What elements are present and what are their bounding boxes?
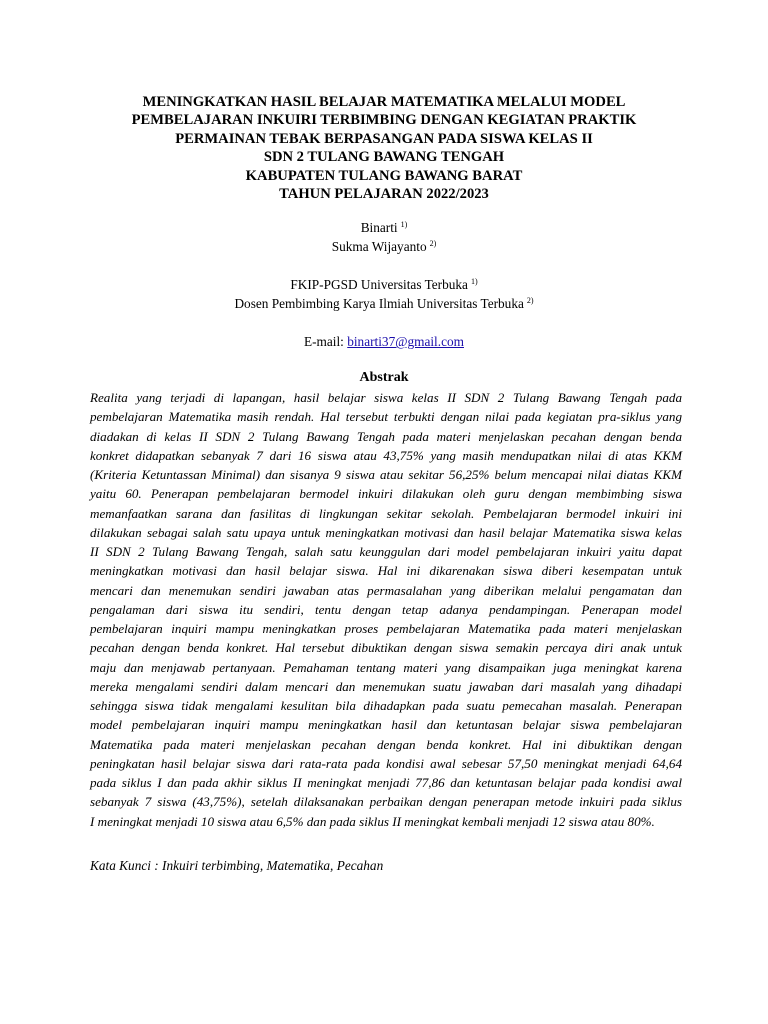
title-line: PEMBELAJARAN INKUIRI TERBIMBING DENGAN KEGIATAN PRAKTIK xyxy=(131,112,637,129)
abstract-line: mencari dan menemukan sendiri jawaban atas permasalahan yang diberikan melalui pengamatan dan xyxy=(90,582,682,598)
abstract-line: pembelajaran Matematika masih rendah. Hal tersebut terbukti dengan nilai pada kegiatan pra-siklus yang xyxy=(90,409,682,425)
email-row xyxy=(60,332,708,351)
abstract-line: maju dan menjawab pertanyaan. Pemahaman tentang materi yang disampaikan juga meningkat karena xyxy=(90,659,682,675)
author-list xyxy=(60,218,708,256)
keywords: Kata Kunci : Inkuiri terbimbing, Matematika, Pecahan xyxy=(90,858,384,873)
title-line: MENINGKATKAN HASIL BELAJAR MATEMATIKA MELALUI MODEL xyxy=(142,94,626,110)
abstract-line: Realita yang terjadi di lapangan, hasil belajar siswa kelas II SDN 2 Tulang Bawang Tengah pada xyxy=(90,390,682,405)
abstract-line: peningkatan hasil belajar siswa dari rata-rata pada kondisi awal sebesar 57,50 meningkat menjadi 64,64 xyxy=(90,755,682,771)
affiliation-superscript: 2) xyxy=(526,296,534,305)
affiliation xyxy=(60,294,708,313)
affiliation-text: FKIP-PGSD Universitas Terbuka xyxy=(290,277,468,292)
paper-title xyxy=(60,93,708,203)
title-line: SDN 2 TULANG BAWANG TENGAH xyxy=(263,149,505,166)
email-link[interactable]: binarti37@gmail.com xyxy=(347,334,464,349)
affiliation-list xyxy=(60,275,708,313)
author xyxy=(60,237,708,256)
abstract-line: (Kriteria Ketuntassan Minimal) dan sisanya 9 siswa atau sekitar 56,25% belum mencapai nilai diatas KKM xyxy=(90,467,682,482)
author xyxy=(60,218,708,237)
affiliation-text: Dosen Pembimbing Karya Ilmiah Universitas Terbuka xyxy=(234,296,524,311)
author-name: Sukma Wijayanto xyxy=(331,239,427,254)
abstract-line: pecahan dengan benda konkret. Hal tersebut dibuktikan dengan siswa semakin percaya diri anak untuk xyxy=(90,640,682,656)
abstract-line: sebanyak 7 siswa (43,75%), setelah dilaksanakan perbaikan dengan penerapan metode inkuiri pada siklus xyxy=(90,794,682,810)
author-superscript: 1) xyxy=(400,220,408,229)
abstract-line: diadakan di kelas II SDN 2 Tulang Bawang Tengah pada materi menjelaskan pecahan dengan benda xyxy=(90,428,682,444)
title-line: KABUPATEN TULANG BAWANG BARAT xyxy=(245,167,523,184)
affiliation xyxy=(60,275,708,294)
abstract-line: mereka mengalami sendiri dalam mencari dan menemukan suatu jawaban dari masalah yang dihadapi xyxy=(90,678,682,694)
author-superscript: 2) xyxy=(429,239,437,248)
abstract-line: yaitu 60. Penerapan pembelajaran bermodel inkuiri dilakukan oleh guru dengan membimbing siswa xyxy=(90,486,682,502)
abstract-line: Matematika pada materi menjelaskan pecahan dengan benda konkret. Hal ini dibuktikan dengan xyxy=(90,736,682,752)
author-name: Binarti xyxy=(360,220,398,235)
abstract-line: I meningkat menjadi 10 siswa atau 6,5% dan pada siklus II meningkat kembali menjadi 12 siswa atau 80%. xyxy=(90,813,655,829)
abstract-heading: Abstrak xyxy=(359,370,409,385)
abstract-line: pengalaman dari siswa itu sendiri, tentu dengan tetap adanya pendampingan. Penerapan model xyxy=(90,601,682,617)
abstract-line: model pembelajaran inquiri mampu meningkatkan hasil dan ketuntasan belajar siswa pembelajaran xyxy=(90,717,682,733)
abstract-line: II SDN 2 Tulang Bawang Tengah, salah satu keunggulan dari model pembelajaran inkuiri yaitu dapat xyxy=(90,544,682,559)
abstract-line: pada siklus I dan pada akhir siklus II meningkat menjadi 77,86 dan ketuntasan belajar pada kondisi awal xyxy=(90,775,682,790)
title-line: PERMAINAN TEBAK BERPASANGAN PADA SISWA KELAS II xyxy=(175,130,593,147)
abstract-line: konkret didapatkan sebanyak 7 dari 16 siswa atau 43,75% yang masih mendupatkan nilai di atas KKM xyxy=(90,447,682,463)
affiliation-superscript: 1) xyxy=(470,277,478,286)
abstract-line: dilakukan sebagai salah satu upaya untuk meningkatkan motivasi dan hasil belajar Matematika siswa kelas xyxy=(90,524,682,540)
abstract-line: pembelajaran inquiri mampu meningkatkan proses pembelajaran Matematika pada materi menjelaskan xyxy=(90,621,682,636)
abstract-line: memanfaatkan sarana dan fasilitas di lingkungan sekitar sekolah. Pembelajaran bermodel inkuiri ini xyxy=(90,505,682,521)
abstract-body xyxy=(90,388,682,831)
abstract-line: sehingga siswa tidak mengalami kesulitan bila dihadapkan pada suatu pemecahan masalah. Penerapan xyxy=(90,698,682,713)
email-label: E-mail: xyxy=(304,334,344,349)
title-line: TAHUN PELAJARAN 2022/2023 xyxy=(279,186,489,203)
abstract-line: meningkatkan motivasi dan hasil belajar siswa. Hal ini dikarenakan siswa diberi kesempatan untuk xyxy=(90,563,682,579)
